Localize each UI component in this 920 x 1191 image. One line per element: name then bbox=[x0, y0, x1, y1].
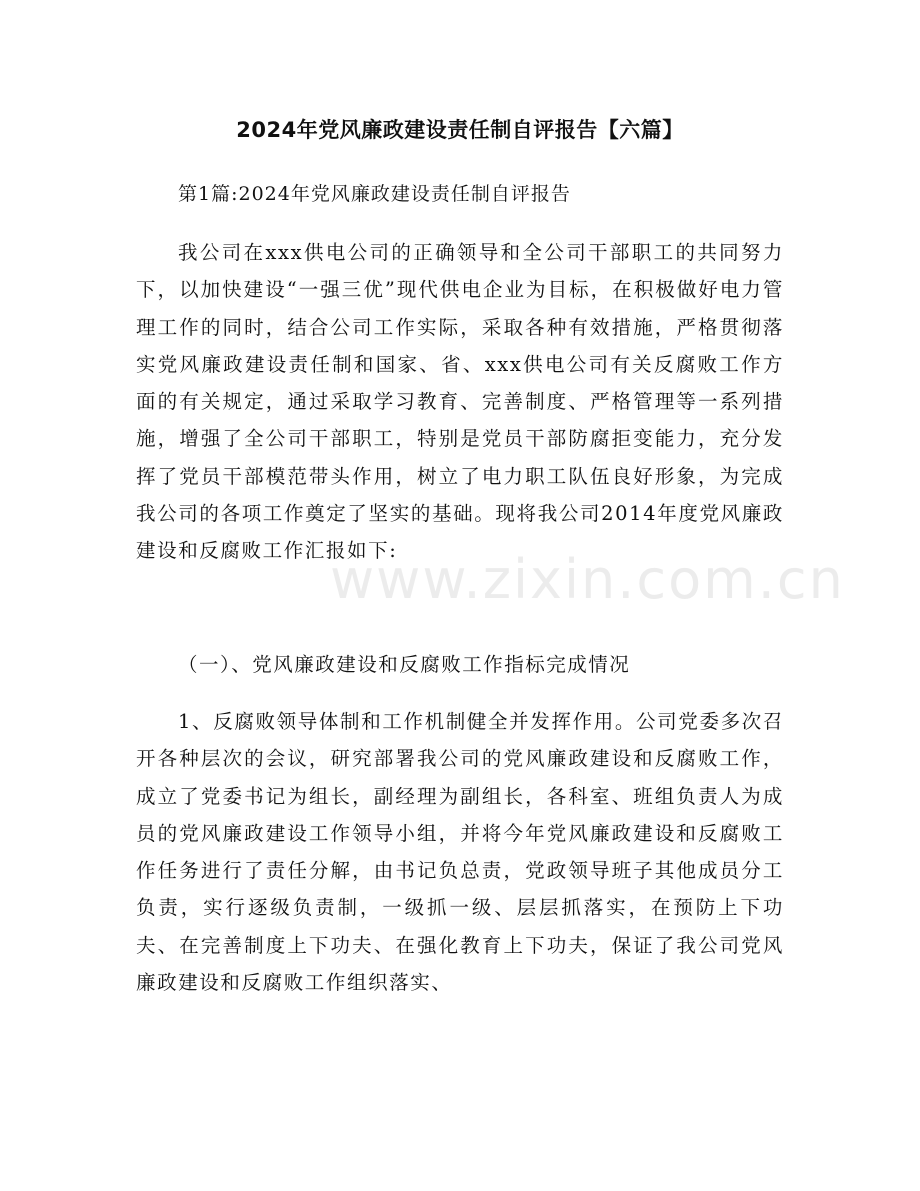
body-paragraph-1: 我公司在xxx供电公司的正确领导和全公司干部职工的共同努力下，以加快建设“一强三优”现代供电企业为目标，在积极做好电力管理工作的同时，结合公司工作实际，采取各种有效措施，严格贯彻落实党风廉政建设责任制和国家、省、xxx供电公司有关反腐败工作方面的有关规定，通过采取学习教育、完善制度、严格管理等一系列措施，增强了全公司干部职工，特别是党员干部防腐拒变能力，充分发挥了党员干部模范带头作用，树立了电力职工队伍良好形象，为完成我公司的各项工作奠定了坚实的基础。现将我公司2014年度党风廉政建设和反腐败工作汇报如下: bbox=[136, 241, 784, 563]
body-paragraph-2: 1、反腐败领导体制和工作机制健全并发挥作用。公司党委多次召开各种层次的会议，研究部署我公司的党风廉政建设和反腐败工作，成立了党委书记为组长，副经理为副组长，各科室、班组负责人为成员的党风廉政建设工作领导小组，并将今年党风廉政建设和反腐败工作任务进行了责任分解，由书记负总责，党政领导班子其他成员分工负责，实行逐级负责制，一级抓一级、层层抓落实，在预防上下功夫、在完善制度上下功夫、在强化教育上下功夫，保证了我公司党风廉政建设和反腐败工作组织落实、 bbox=[136, 710, 784, 995]
document-subtitle: 第1篇:2024年党风廉政建设责任制自评报告 bbox=[178, 183, 571, 205]
watermark: www.zixin.com.cn bbox=[330, 548, 845, 611]
document-title: 2024年党风廉政建设责任制自评报告【六篇】 bbox=[236, 118, 684, 142]
section-heading-1: （一）、党风廉政建设和反腐败工作指标完成情况 bbox=[178, 653, 631, 676]
